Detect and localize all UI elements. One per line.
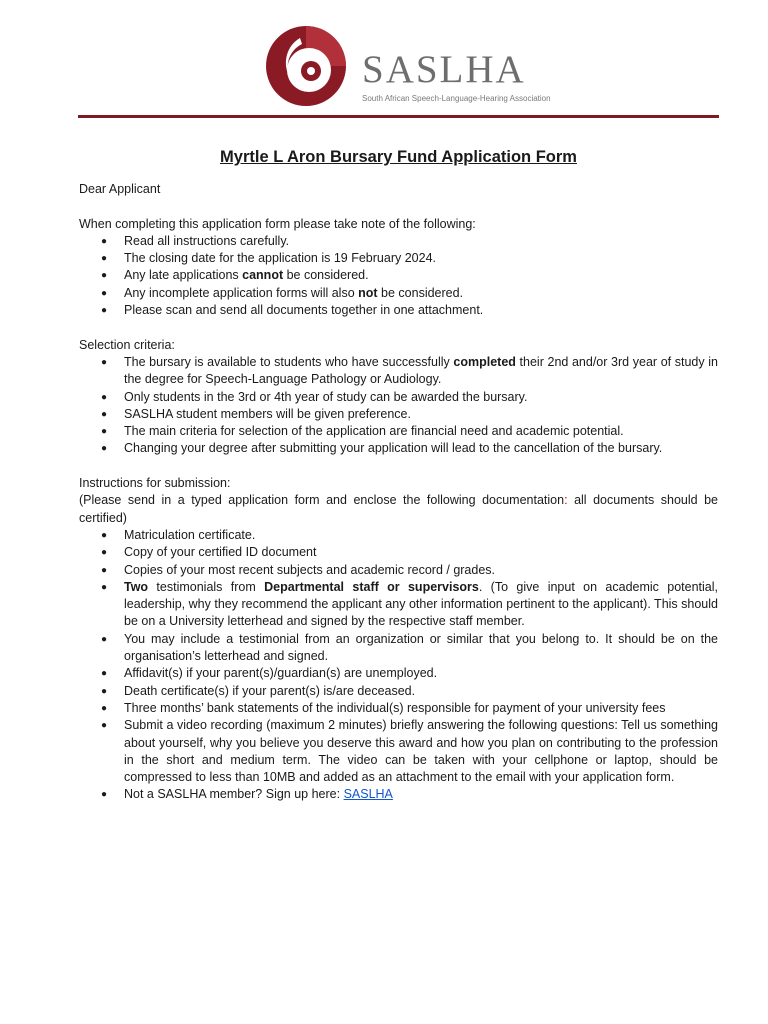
submission-intro <box>79 492 718 527</box>
list-item <box>79 786 718 803</box>
submission-heading: Instructions for submission: <box>79 476 231 491</box>
emphasis-text: not <box>358 285 378 300</box>
header-divider <box>78 115 719 118</box>
list-item <box>79 354 718 389</box>
list-item-text: Submit a video recording (maximum 2 minutes) briefly answering the following questions: Tell us something about yourself, why you believe you deserve this award and how you plan on contributing to the profession in the short and medium term. The video can be taken with your cellphone or laptop, should be compressed to less than 10MB and added as an attachment to the email with your application form. <box>124 718 718 785</box>
emphasis-text: cannot <box>242 268 284 283</box>
notes-intro: When completing this application form please take note of the following: <box>79 216 476 231</box>
salutation: Dear Applicant <box>79 182 161 196</box>
page-title: Myrtle L Aron Bursary Fund Application Form <box>220 148 577 166</box>
submission-intro-text: (Please send in a typed application form and enclose the following documentation <box>79 493 565 508</box>
saslha-signup-link[interactable]: SASLHA <box>343 787 393 802</box>
list-item <box>79 423 718 440</box>
list-item-text: SASLHA student members will be given preference. <box>124 406 411 421</box>
saslha-logo <box>264 24 551 110</box>
list-item-text: Three months’ bank statements of the individual(s) responsible for payment of your university fees <box>124 700 666 715</box>
spacer <box>79 319 718 336</box>
org-full-name: South African Speech-Language-Hearing Association <box>362 94 551 103</box>
list-item <box>79 665 718 682</box>
list-item-text: Read all instructions carefully. <box>124 233 290 248</box>
list-item-text: Death certificate(s) if your parent(s) is/are deceased. <box>124 683 416 698</box>
list-item-text: Only students in the 3rd or 4th year of study can be awarded the bursary. <box>124 389 528 404</box>
list-item <box>79 250 718 267</box>
list-item-text: Please scan and send all documents together in one attachment. <box>124 303 484 318</box>
list-item <box>79 267 718 284</box>
list-item-text: Affidavit(s) if your parent(s)/guardian(s) are unemployed. <box>124 666 438 681</box>
list-item <box>79 631 718 666</box>
emphasis-text: Two <box>124 579 149 594</box>
emphasis-text: completed <box>453 354 516 369</box>
list-item-text: their 2nd and/or 3rd year of study in the degree for Speech-Language Pathology or Audiology. <box>124 354 718 387</box>
submission-intro-text: all documents should be certified) <box>79 493 718 525</box>
list-item <box>79 285 718 302</box>
list-item <box>79 683 718 700</box>
submission-intro-colon: : <box>564 493 568 508</box>
list-item <box>79 302 718 319</box>
document-body <box>79 146 718 804</box>
list-item-text: . (To give input on academic potential, leadership, why they recommend the applicant any other information pertinent to the applicant). This should be on a University letterhead and signed by the respective staff member. <box>124 579 718 629</box>
list-item-text: Copy of your certified ID document <box>124 545 317 560</box>
list-item <box>79 544 718 561</box>
list-item-text: The closing date for the application is 19 February 2024. <box>124 251 436 266</box>
org-name: SASLHA <box>362 48 526 91</box>
list-item-text: Any incomplete application forms will also <box>124 285 359 300</box>
list-item-text: be considered. <box>377 285 464 300</box>
notes-list <box>79 233 718 319</box>
list-item <box>79 579 718 631</box>
list-item <box>79 389 718 406</box>
list-item-text: Copies of your most recent subjects and academic record / grades. <box>124 562 496 577</box>
list-item-text: Matriculation certificate. <box>124 527 256 542</box>
list-item-text: be considered. <box>283 268 369 283</box>
list-item <box>79 527 718 544</box>
emphasis-text: Departmental staff or supervisors <box>264 579 479 594</box>
list-item-text: The main criteria for selection of the application are financial need and academic potential. <box>124 424 624 439</box>
list-item <box>79 440 718 457</box>
criteria-list <box>79 354 718 458</box>
list-item-text: You may include a testimonial from an organization or similar that you belong to. It should be on the organisation’s letterhead and signed. <box>124 631 718 664</box>
list-item-text: Not a SASLHA member? Sign up here: <box>124 787 344 802</box>
list-item-text: testimonials from <box>148 579 265 594</box>
saslha-logo-icon <box>264 24 348 108</box>
criteria-heading: Selection criteria: <box>79 337 175 352</box>
list-item-text: Any late applications <box>124 268 243 283</box>
submission-list <box>79 527 718 804</box>
list-item <box>79 562 718 579</box>
spacer <box>79 198 718 215</box>
list-item <box>79 233 718 250</box>
list-item <box>79 717 718 786</box>
list-item-text: Changing your degree after submitting your application will lead to the cancellation of the bursary. <box>124 441 663 456</box>
list-item <box>79 700 718 717</box>
list-item <box>79 406 718 423</box>
list-item-text: The bursary is available to students who have successfully <box>124 354 454 369</box>
spacer <box>79 458 718 475</box>
